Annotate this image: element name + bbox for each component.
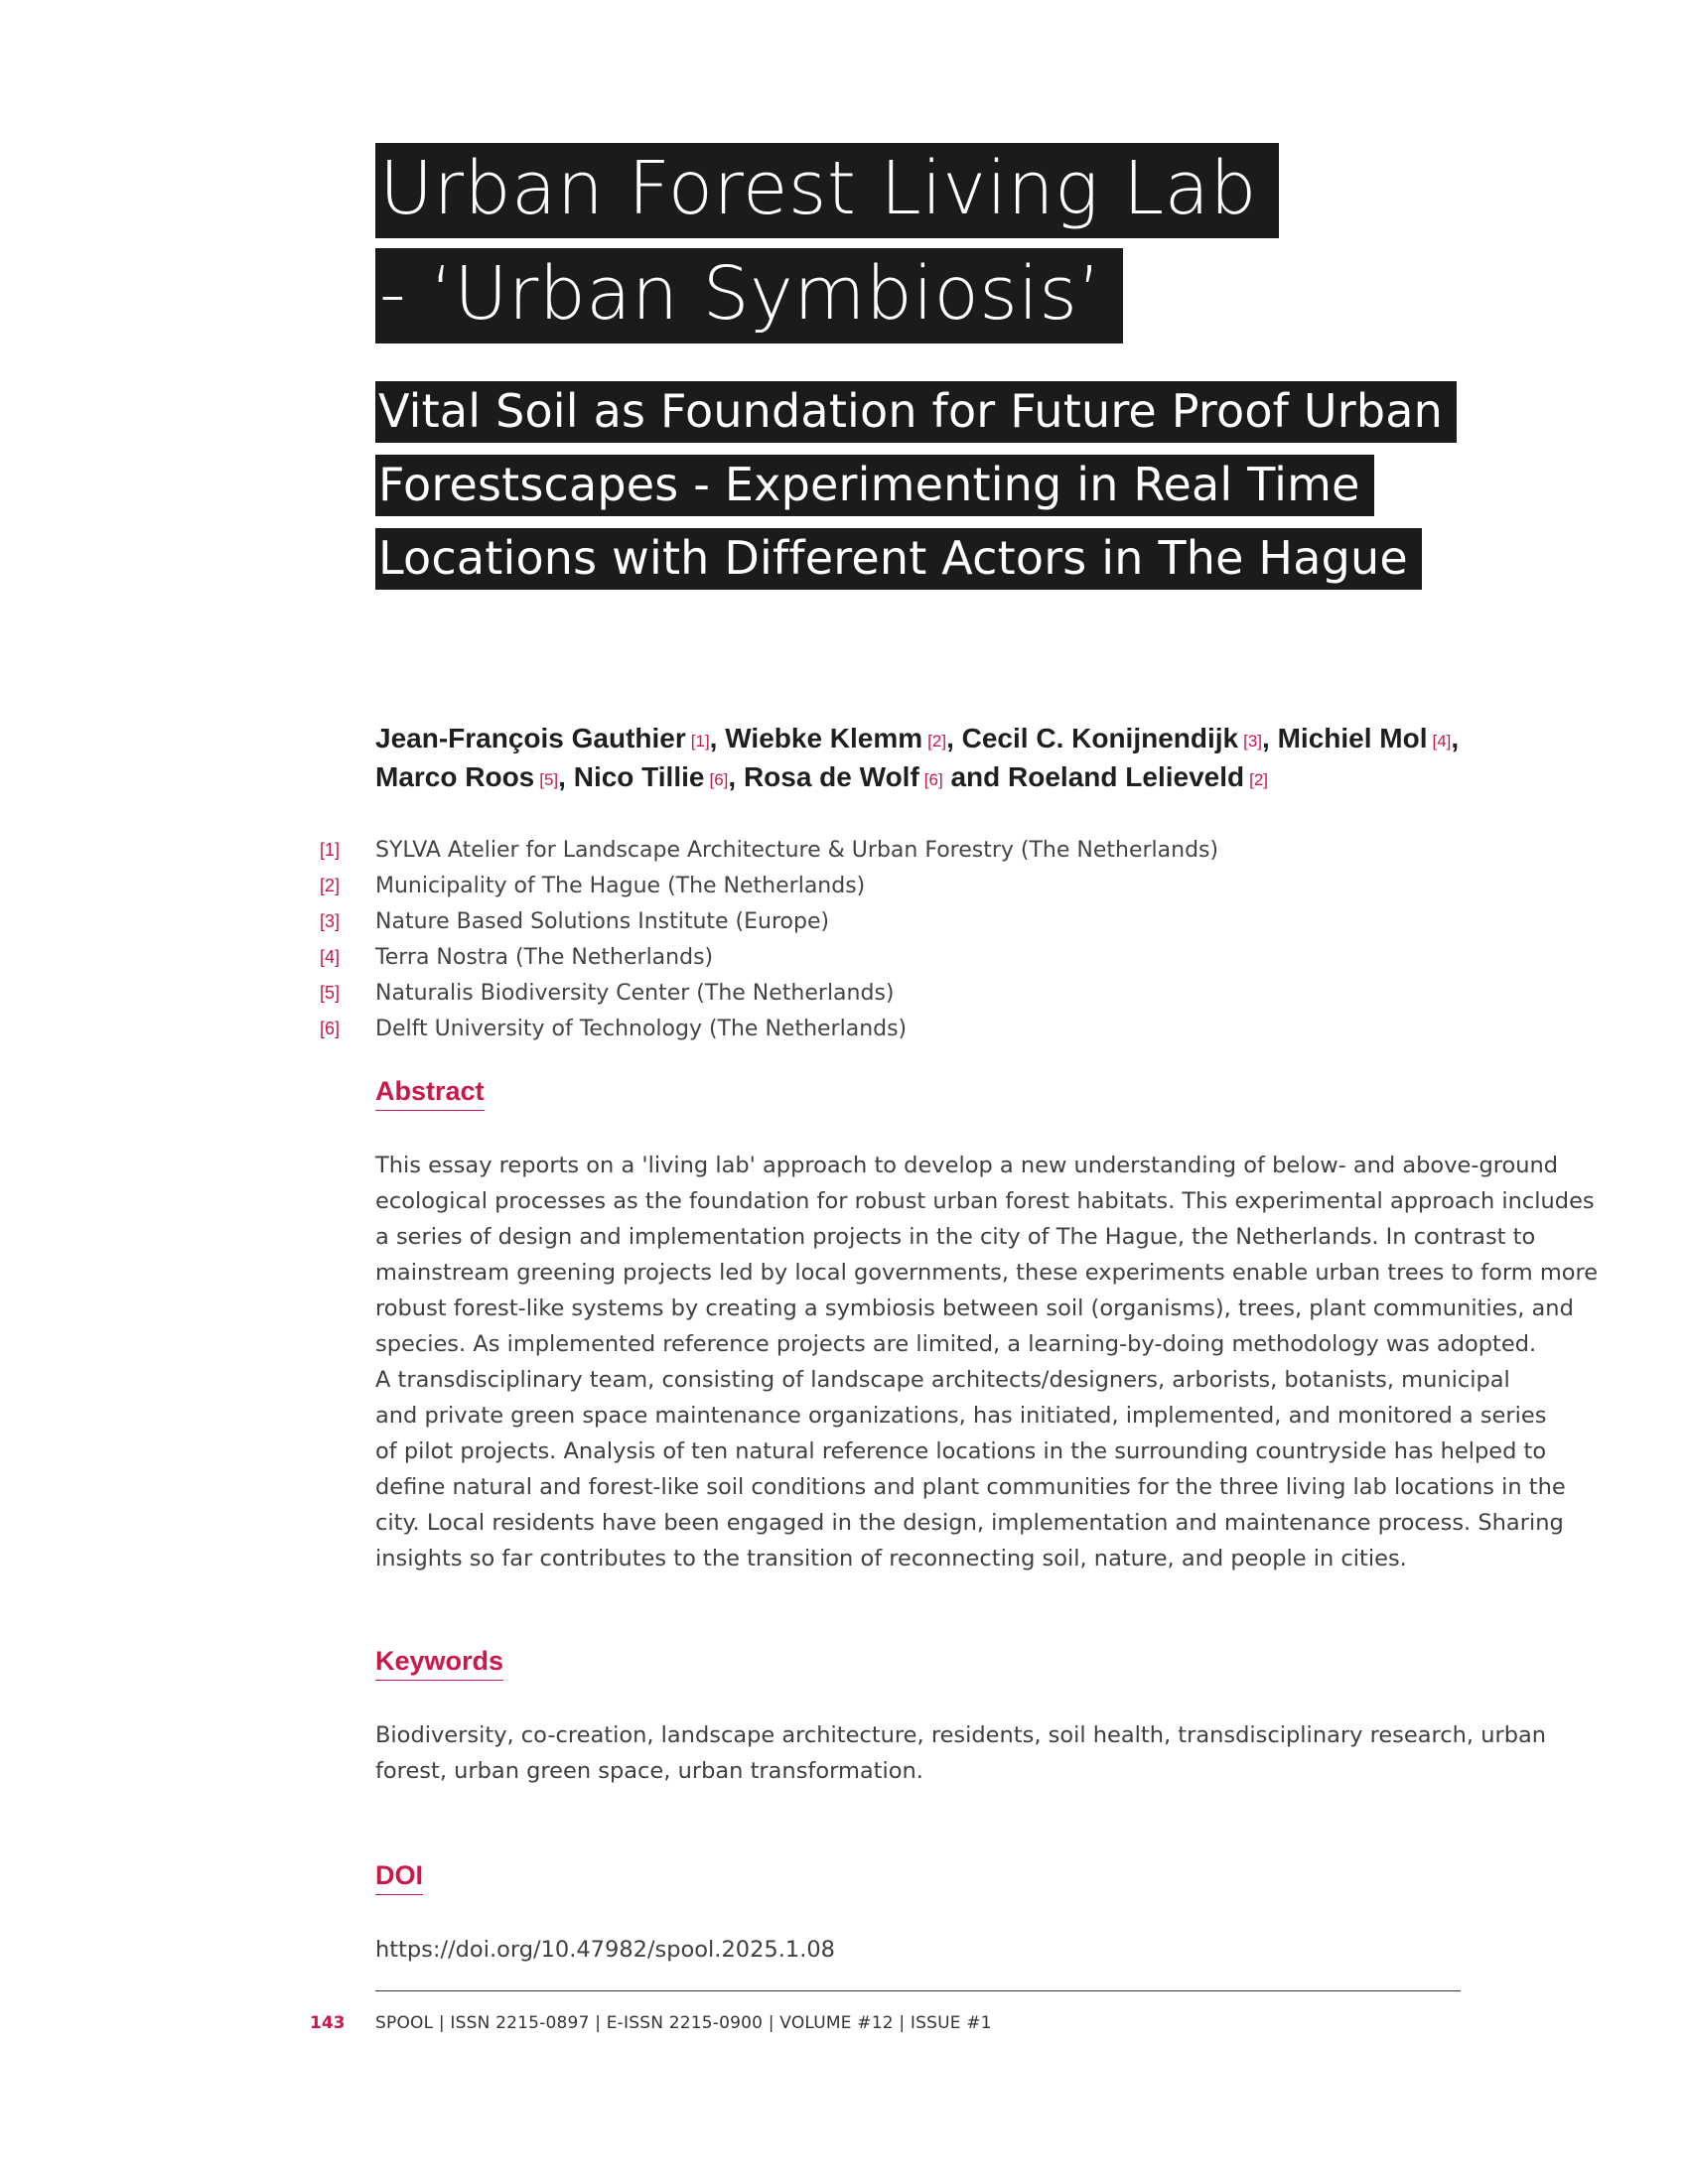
author-separator: and <box>942 761 1001 792</box>
author-ref: [5] <box>539 770 559 789</box>
affiliation-text: Nature Based Solutions Institute (Europe) <box>375 908 830 934</box>
title-line-1: Urban Forest Living Lab <box>375 143 1279 238</box>
affiliation-item <box>320 939 1511 975</box>
author-name: Nico Tillie <box>573 761 705 792</box>
author-separator: , <box>946 723 954 753</box>
author-name: Marco Roos <box>375 761 535 792</box>
doi-value[interactable]: https://doi.org/10.47982/spool.2025.1.08 <box>375 1937 835 1963</box>
affiliation-item <box>320 975 1511 1011</box>
journal-info: SPOOL | ISSN 2215-0897 | E-ISSN 2215-0900 | VOLUME #12 | ISSUE #1 <box>375 2013 992 2033</box>
abstract-heading: Abstract <box>375 1076 485 1111</box>
author-name: Michiel Mol <box>1277 723 1428 753</box>
author-ref: [2] <box>1249 770 1269 789</box>
author-line-2 <box>375 759 1468 798</box>
author-ref: [4] <box>1432 732 1452 751</box>
abstract-line: A transdisciplinary team, consisting of landscape architects/designers, arborists, botanists, municipal <box>375 1367 1510 1393</box>
keywords-line: Biodiversity, co-creation, landscape architecture, residents, soil health, transdisciplinary research, urban <box>375 1722 1547 1748</box>
abstract-line: define natural and forest-like soil conditions and plant communities for the three living lab locations in the <box>375 1474 1566 1500</box>
author-separator: , <box>1262 723 1270 753</box>
abstract-line: mainstream greening projects led by local governments, these experiments enable urban trees to form more <box>375 1260 1599 1286</box>
subtitle-line-3: Locations with Different Actors in The Hague <box>375 528 1422 590</box>
author-separator: , <box>1451 723 1460 753</box>
affiliation-item <box>320 903 1511 939</box>
abstract-line: robust forest-like systems by creating a symbiosis between soil (organisms), trees, plant communities, and <box>375 1296 1574 1321</box>
affiliation-text: SYLVA Atelier for Landscape Architecture & Urban Forestry (The Netherlands) <box>375 837 1219 863</box>
author-name: Jean-François Gauthier <box>375 723 686 753</box>
author-line-1 <box>375 721 1468 759</box>
footer-rule <box>375 1990 1461 1991</box>
affiliation-text: Municipality of The Hague (The Netherlands) <box>375 873 866 898</box>
affiliation-number: [5] <box>320 982 341 1003</box>
subtitle-block <box>375 381 1468 602</box>
author-ref: [6] <box>709 770 729 789</box>
doi-link[interactable] <box>375 1932 1468 1968</box>
abstract-line: insights so far contributes to the transition of reconnecting soil, nature, and people in cities. <box>375 1546 1407 1571</box>
abstract-body <box>375 1148 1599 1576</box>
affiliation-text: Terra Nostra (The Netherlands) <box>375 944 714 970</box>
author-name: Wiebke Klemm <box>725 723 923 753</box>
abstract-line: a series of design and implementation projects in the city of The Hague, the Netherlands. In contrast to <box>375 1224 1536 1250</box>
author-separator: , <box>709 723 718 753</box>
keywords-line: forest, urban green space, urban transformation. <box>375 1758 923 1784</box>
author-ref: [6] <box>923 770 943 789</box>
title-line-2: - ‘Urban Symbiosis’ <box>375 248 1123 343</box>
subtitle-line-1: Vital Soil as Foundation for Future Proof Urban <box>375 381 1457 443</box>
affiliation-number: [2] <box>320 875 341 895</box>
author-list <box>375 721 1468 798</box>
author-ref: [1] <box>690 732 710 751</box>
page-number: 143 <box>310 2013 346 2033</box>
affiliation-number: [3] <box>320 910 341 931</box>
author-separator: , <box>728 761 737 792</box>
abstract-line: species. As implemented reference projects are limited, a learning-by-doing methodology was adopted. <box>375 1331 1537 1357</box>
doi-heading: DOI <box>375 1860 423 1895</box>
author-name: Cecil C. Konijnendijk <box>961 723 1239 753</box>
affiliation-text: Delft University of Technology (The Netherlands) <box>375 1016 908 1041</box>
keywords-body <box>375 1717 1547 1789</box>
affiliation-list <box>320 832 1511 1046</box>
affiliation-item <box>320 1011 1511 1046</box>
author-ref: [2] <box>927 732 947 751</box>
author-name: Rosa de Wolf <box>743 761 919 792</box>
keywords-heading: Keywords <box>375 1646 503 1681</box>
affiliation-number: [4] <box>320 946 341 967</box>
abstract-line: and private green space maintenance organizations, has initiated, implemented, and monitored a series <box>375 1403 1547 1429</box>
affiliation-number: [6] <box>320 1018 341 1038</box>
affiliation-number: [1] <box>320 839 341 860</box>
abstract-line: This essay reports on a 'living lab' approach to develop a new understanding of below- and above-ground <box>375 1153 1559 1178</box>
affiliation-text: Naturalis Biodiversity Center (The Netherlands) <box>375 980 895 1006</box>
author-name: Roeland Lelieveld <box>1008 761 1245 792</box>
subtitle-line-2: Forestscapes - Experimenting in Real Time <box>375 455 1374 516</box>
abstract-line: of pilot projects. Analysis of ten natural reference locations in the surrounding countryside has helped to <box>375 1438 1547 1464</box>
affiliation-item <box>320 832 1511 868</box>
author-separator: , <box>558 761 566 792</box>
abstract-line: ecological processes as the foundation for robust urban forest habitats. This experimental approach includes <box>375 1188 1595 1214</box>
author-ref: [3] <box>1243 732 1263 751</box>
abstract-line: city. Local residents have been engaged in the design, implementation and maintenance process. Sharing <box>375 1510 1564 1536</box>
title-block <box>375 143 1468 353</box>
affiliation-item <box>320 868 1511 903</box>
